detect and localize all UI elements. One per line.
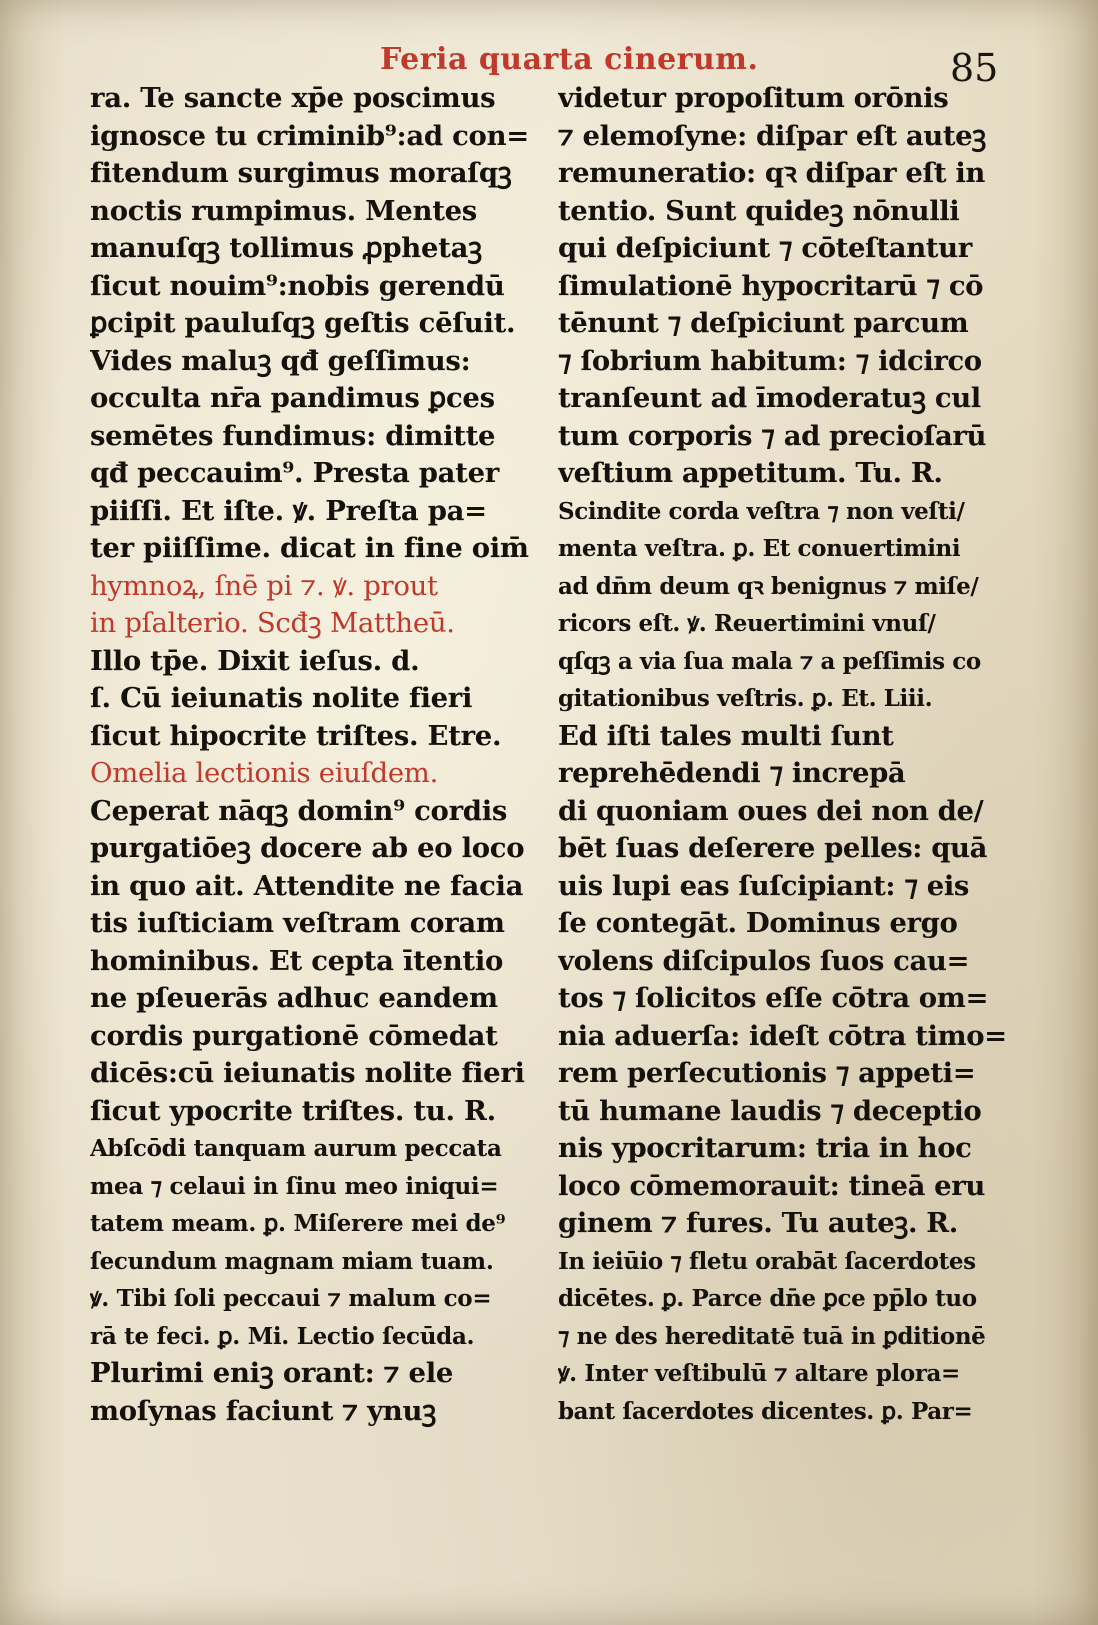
left-column-line: mea ⁊ celaui in ſinu meo iniqui= [90, 1172, 499, 1200]
left-column-line: ſicut nouim⁹:nobis gerendū [90, 269, 505, 302]
right-column-line: di quoniam oues dei non de/ [558, 794, 984, 827]
right-column-line: loco cōmemorauit: tineā eru [558, 1169, 985, 1202]
left-column-line: ꝟ. Tibi ſoli peccaui ⁊ malum co= [90, 1285, 492, 1312]
left-column-line: in quo ait. Attendite ne facia [90, 869, 524, 902]
left-column-line: tatem meam. ꝑ. Miſerere mei de⁹ [90, 1210, 506, 1237]
left-column-line: rā te feci. ꝑ. Mi. Lectio ſecūda. [90, 1322, 475, 1350]
right-column-line: qui deſpiciunt ⁊ cōteſtantur [558, 232, 972, 264]
right-column-line: ⁊ elemoſyne: diſpar eſt auteꝫ [558, 119, 986, 152]
left-column-line: piiſſi. Et iſte. ꝟ. Preſta pa= [90, 494, 487, 527]
right-column-line: ⁊ ne des hereditatē tuā in ꝑditionē [558, 1322, 986, 1350]
left-column-line: moſynas faciunt ⁊ ynuꝫ [90, 1394, 436, 1427]
right-column-line: ſe contegāt. Dominus ergo [558, 907, 958, 939]
right-column-line: ꝟ. Inter veſtibulū ⁊ altare plora= [558, 1360, 960, 1387]
right-column-line: uis lupi eas ſuſcipiant: ⁊ eis [558, 869, 969, 902]
right-column-line: veſtium appetitum. Tu. R. [558, 457, 943, 489]
right-column-line: ricors eſt. ꝟ. Reuertimini vnuſ/ [558, 610, 936, 637]
left-column-line: Ceperat nāqꝫ domin⁹ cordis [90, 794, 508, 827]
right-column-line: ſimulationē hypocritarū ⁊ cō [558, 269, 984, 302]
right-column-line: tranſeunt ad īmoderatuꝫ cul [558, 382, 981, 414]
left-column-line: in pſalterio. Scđꝫ Mattheū. [90, 607, 455, 639]
right-column-line: videtur propoſitum orōnis [558, 82, 949, 114]
right-column-line: ad dn̄m deum qꝛ benignus ⁊ miſe/ [558, 572, 979, 600]
left-column-line: manuſqꝫ tollimus ꝓphetaꝫ [90, 232, 482, 264]
left-column-line: Abſcōdi tanquam aurum peccata [90, 1135, 502, 1162]
left-column-line: Omelia lectionis eiuſdem. [90, 757, 439, 789]
right-column-line: volens diſcipulos ſuos cau= [558, 944, 970, 977]
left-column-line: occulta nr̄a pandimus ꝑces [90, 382, 495, 414]
right-column-line: Ed iſti tales multi ſunt [558, 719, 894, 752]
left-column-line: ne pſeuerās adhuc eandem [90, 982, 498, 1014]
left-column-line: ſicut ypocrite triſtes. tu. R. [90, 1094, 496, 1127]
right-column-line: dicētes. ꝑ. Parce dn̄e ꝑce pp̄lo tuo [558, 1285, 977, 1312]
right-column [558, 80, 1008, 1430]
left-column-line: ter piiſſime. dicat in fine oim̄ [90, 532, 529, 564]
right-column-line: In ieiūio ⁊ fletu orabāt ſacerdotes [558, 1247, 976, 1275]
right-column-line: nis ypocritarum: tria in hoc [558, 1132, 972, 1164]
folio-number: 85 [950, 46, 999, 90]
right-column-line: bant ſacerdotes dicentes. ꝑ. Par= [558, 1397, 973, 1425]
left-column-line: cordis purgationē cōmedat [90, 1019, 498, 1052]
left-column-line: ra. Te sancte xp̄e poscimus [90, 82, 496, 114]
left-column-line: purgatiōeꝫ docere ab eo loco [90, 832, 525, 864]
right-column-line: ginem ⁊ fures. Tu auteꝫ. R. [558, 1207, 958, 1239]
left-column-line: semētes fundimus: dimitte [90, 419, 496, 452]
right-column-line: bēt ſuas deſerere pelles: quā [558, 832, 988, 864]
right-column-line: nia aduerſa: ideſt cōtra timo= [558, 1019, 1007, 1052]
left-column-line: qđ peccauim⁹. Presta pater [90, 457, 499, 489]
left-column-line: dicēs:cū ieiunatis nolite fieri [90, 1057, 525, 1089]
left-column-line: ꝑcipit pauluſqꝫ geſtis cēſuit. [90, 307, 516, 339]
right-column-line: remuneratio: qꝛ diſpar eſt in [558, 157, 985, 189]
left-column-line: ſ. Cū ieiunatis nolite fieri [90, 682, 473, 714]
right-column-line: rem perſecutionis ⁊ appeti= [558, 1057, 976, 1089]
running-title: Feria quarta cinerum. [380, 42, 759, 77]
left-column-line: hymnoꝝ, ſnē pi ⁊. ꝟ. prout [90, 569, 438, 602]
left-column-line: noctis rumpimus. Mentes [90, 194, 477, 227]
right-column-line: ⁊ ſobrium habitum: ⁊ idcirco [558, 344, 982, 377]
right-column-line: reprehēdendi ⁊ increpā [558, 757, 906, 789]
left-column-line: hominibus. Et cepta ītentio [90, 944, 504, 977]
left-column-line: tis iuſticiam veſtram coram [90, 907, 505, 939]
left-column-line: Vides maluꝫ qđ geſſimus: [90, 344, 471, 377]
right-column-line: menta veſtra. ꝑ. Et conuertimini [558, 535, 961, 562]
right-column-line: tos ⁊ ſolicitos eſſe cōtra om= [558, 982, 989, 1014]
right-column-line: tentio. Sunt quideꝫ nōnulli [558, 194, 960, 227]
left-column-line: Plurimi eniꝫ orant: ⁊ ele [90, 1357, 454, 1389]
right-column-line: tū humane laudis ⁊ deceptio [558, 1094, 982, 1127]
left-column-line: Illo tp̄e. Dixit ieſus. d. [90, 644, 420, 677]
left-column [90, 80, 530, 1430]
left-column-line: fitendum surgimus moraſqꝫ [90, 157, 512, 189]
left-column-line: ſecundum magnam miam tuam. [90, 1247, 494, 1275]
left-column-line: ignosce tu criminib⁹:ad con= [90, 119, 530, 152]
right-column-line: qſqꝫ a via ſua mala ⁊ a peſſimis co [558, 647, 981, 675]
right-column-line: tēnunt ⁊ deſpiciunt parcum [558, 307, 969, 339]
right-column-line: Scindite corda veſtra ⁊ non veſti/ [558, 497, 965, 525]
right-column-line: gitationibus veſtris. ꝑ. Et. Liii. [558, 685, 933, 712]
right-column-line: tum corporis ⁊ ad precioſarū [558, 419, 987, 452]
left-column-line: ſicut hipocrite triſtes. Etre. [90, 719, 502, 752]
